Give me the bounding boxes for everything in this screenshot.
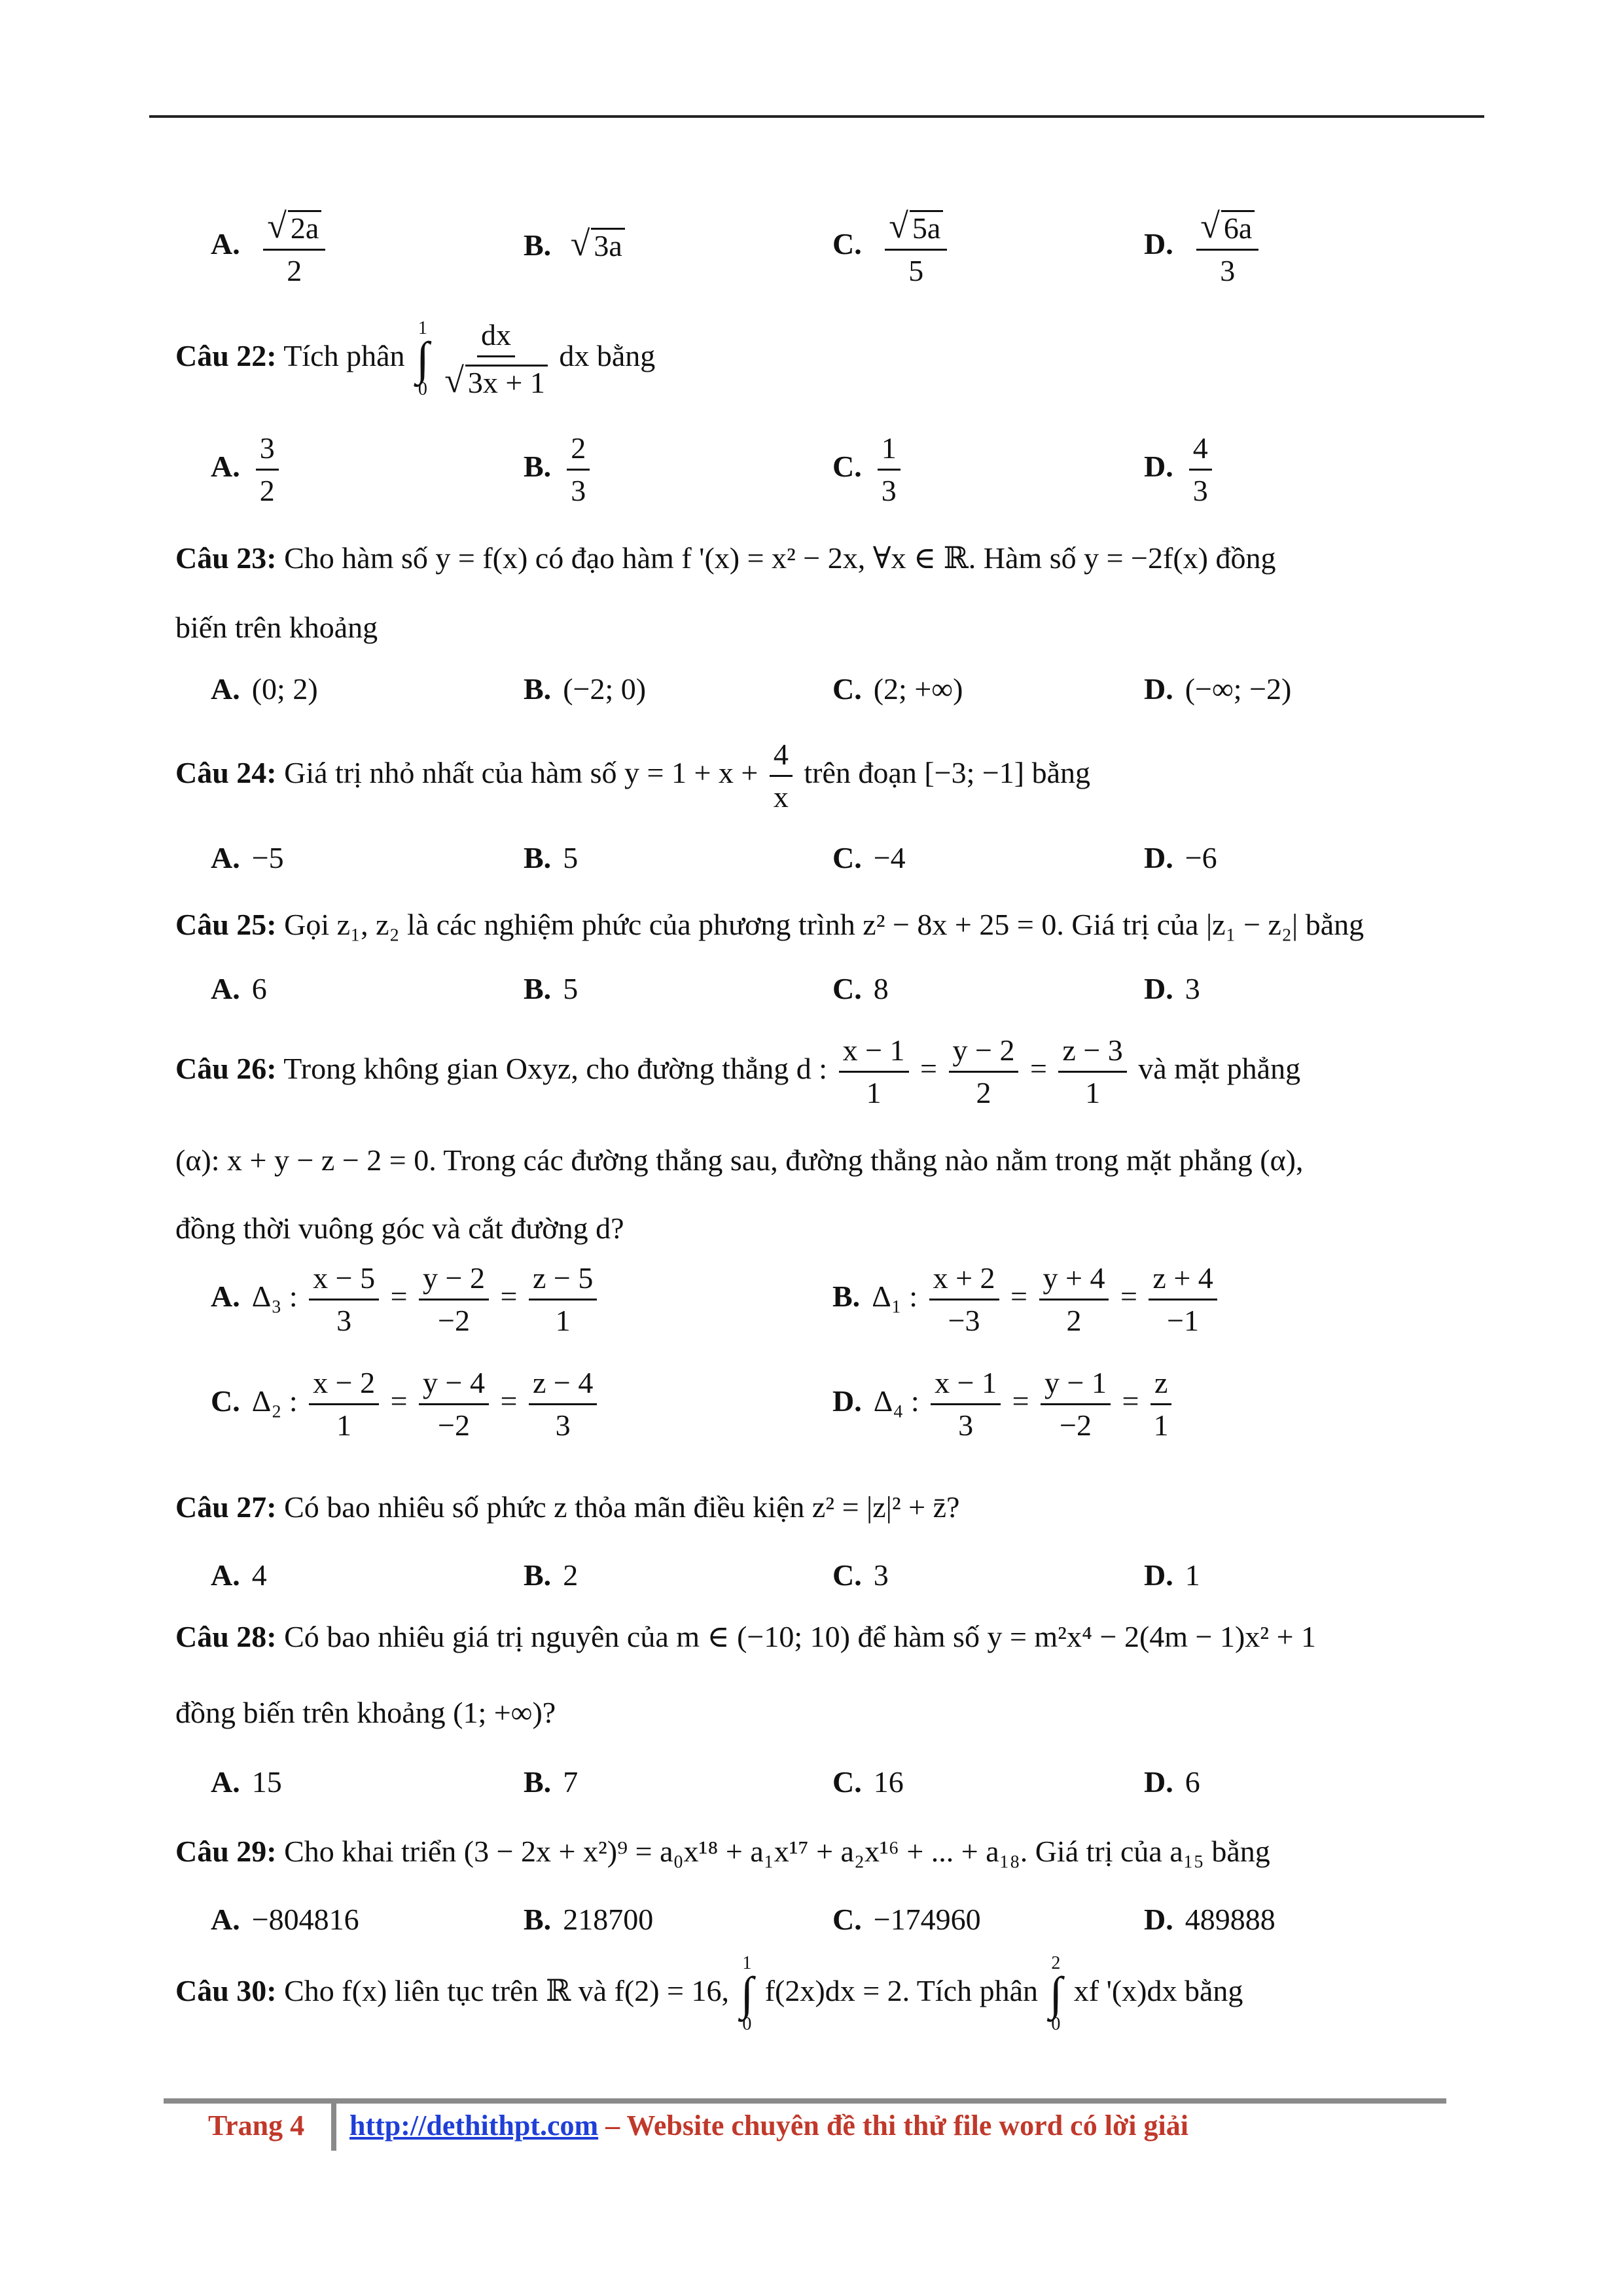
q23-option-d: D. (−∞; −2) — [1144, 672, 1292, 706]
q27-option-b: B. 2 — [524, 1558, 579, 1592]
question-26-line-2: (α): x + y − z − 2 = 0. Trong các đường thẳng sau, đường thẳng nào nằm trong mặt phẳng (α), — [175, 1143, 1304, 1177]
q29-option-a: A. −804816 — [211, 1903, 359, 1936]
question-22: Câu 22: Tích phân 1 ∫ 0 dx √ 3x + 1 dx bằng — [175, 317, 656, 400]
question-28-line-2: đồng biến trên khoảng (1; +∞)? — [175, 1696, 556, 1729]
q29-option-c: C. −174960 — [832, 1903, 981, 1936]
q28-option-a: A. 15 — [211, 1765, 282, 1799]
q24-option-a: A. −5 — [211, 841, 284, 874]
q21-option-b: B. √ 3a — [524, 226, 625, 261]
q28-option-d: D. 6 — [1144, 1765, 1200, 1799]
q29-option-d: D. 489888 — [1144, 1903, 1275, 1936]
footer-divider — [331, 2098, 336, 2151]
q22-option-d: D. $\frac{4}{3}$ — [1144, 433, 1216, 506]
question-25: Câu 25: Gọi z₁, z₂ là các nghiệm phức của phương trình z² − 8x + 25 = 0. Giá trị của |z₁ − z₂| bằng — [175, 908, 1364, 941]
q23-option-b: B. (−2; 0) — [524, 672, 647, 706]
q22-option-a: A. $\frac{3}{2}$ — [211, 433, 283, 506]
question-26: Câu 26: Trong không gian Oxyz, cho đường thẳng d : $\frac{x - 1}{1}$ = $\frac{y - 2}{2}$ = $\frac{z - 3}{1}$ và mặt phẳng — [175, 1033, 1301, 1109]
q24-option-c: C. −4 — [832, 841, 906, 874]
footer-tagline: – Website chuyên đề thi thử file word có lời giải — [598, 2109, 1188, 2142]
q28-option-b: B. 7 — [524, 1765, 579, 1799]
q25-option-c: C. 8 — [832, 972, 889, 1005]
q23-option-c: C. (2; +∞) — [832, 672, 963, 706]
question-26-line-3: đồng thời vuông góc và cắt đường d? — [175, 1211, 624, 1245]
q27-option-a: A. 4 — [211, 1558, 267, 1592]
question-24: Câu 24: Giá trị nhỏ nhất của hàm số y = 1 + x + $\frac{4}{x}$ trên đoạn [−3; −1] bằng — [175, 738, 1091, 814]
website-link[interactable]: http://dethithpt.com — [349, 2109, 599, 2142]
question-29: Câu 29: Cho khai triển (3 − 2x + x²)⁹ = a₀x¹⁸ + a₁x¹⁷ + a₂x¹⁶ + ... + a₁₈. Giá trị của a₁₅ bằng — [175, 1835, 1270, 1868]
q26-option-b: B. Δ₁ : $\frac{x + 2}{-3}$ = $\frac{y + 4}{2}$ = $\frac{z + 4}{-1}$ — [832, 1263, 1221, 1336]
q26-option-c: C. Δ₂ : $\frac{x - 2}{1}$ = $\frac{y - 4}{-2}$ = $\frac{z - 4}{3}$ — [211, 1368, 601, 1441]
question-23-line-2: biến trên khoảng — [175, 611, 378, 644]
q26-option-a: A. Δ₃ : $\frac{x - 5}{3}$ = $\frac{y - 2}{-2}$ = $\frac{z - 5}{1}$ — [211, 1263, 601, 1336]
q22-option-b: B. $\frac{2}{3}$ — [524, 433, 594, 506]
q21-option-d: D. √ 6a 3 — [1144, 208, 1262, 286]
page-number: Trang 4 — [208, 2109, 305, 2142]
q25-option-a: A. 6 — [211, 972, 267, 1005]
q23-option-a: A. (0; 2) — [211, 672, 318, 706]
q27-option-d: D. 1 — [1144, 1558, 1200, 1592]
footer-rule — [164, 2098, 1446, 2104]
q22-option-c: C. $\frac{1}{3}$ — [832, 433, 904, 506]
q24-option-d: D. −6 — [1144, 841, 1217, 874]
q21-option-c: C. √ 5a 5 — [832, 208, 951, 286]
question-23: Câu 23: Cho hàm số y = f(x) có đạo hàm f '(x) = x² − 2x, ∀x ∈ ℝ. Hàm số y = −2f(x) đồng — [175, 541, 1276, 575]
q25-option-b: B. 5 — [524, 972, 579, 1005]
question-27: Câu 27: Có bao nhiêu số phức z thỏa mãn điều kiện z² = |z|² + z̄? — [175, 1490, 960, 1524]
q26-option-d: D. Δ₄ : $\frac{x - 1}{3}$ = $\frac{y - 1}{-2}$ = $\frac{z}{1}$ — [832, 1368, 1175, 1441]
q25-option-d: D. 3 — [1144, 972, 1200, 1005]
q28-option-c: C. 16 — [832, 1765, 904, 1799]
question-30: Câu 30: Cho f(x) liên tục trên ℝ và f(2) = 16, 1 ∫ 0 f(2x)dx = 2. Tích phân 2 ∫ 0 xf '(x)dx bằng — [175, 1953, 1243, 2034]
footer-text — [349, 2109, 1188, 2142]
question-28: Câu 28: Có bao nhiêu giá trị nguyên của m ∈ (−10; 10) để hàm số y = m²x⁴ − 2(4m − 1)x² + 1 — [175, 1620, 1317, 1653]
q27-option-c: C. 3 — [832, 1558, 889, 1592]
q24-option-b: B. 5 — [524, 841, 579, 874]
q21-option-a: A. √ 2a 2 — [211, 208, 329, 286]
q29-option-b: B. 218700 — [524, 1903, 654, 1936]
top-rule — [149, 115, 1484, 118]
